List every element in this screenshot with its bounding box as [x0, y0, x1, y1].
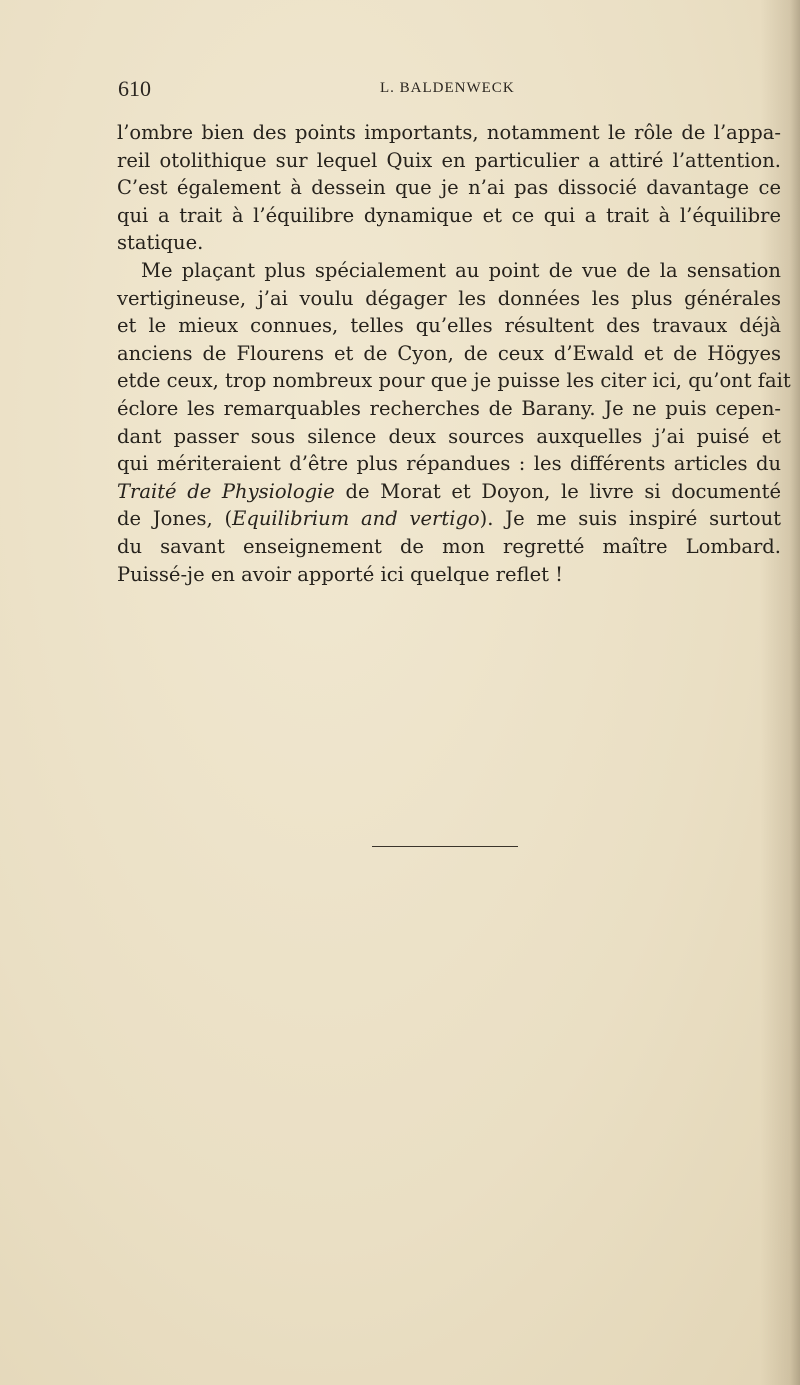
text-fragment: de Jones, (: [117, 507, 233, 531]
book-title: Traité de Physiologie: [117, 479, 335, 503]
page-header: [118, 76, 780, 102]
section-divider: [372, 846, 518, 847]
text-line: [117, 505, 781, 533]
text-line: [117, 478, 781, 506]
text-line: l’ombre bien des points importants, notamment le rôle de l’appa-: [117, 121, 781, 144]
text-line: qui mériteraient d’être plus répandues : les différents articles du: [117, 452, 781, 476]
text-line: etde ceux, trop nombreux pour que je puisse les citer ici, qu’ont fait: [117, 369, 791, 393]
text-line: Puissé-je en avoir apporté ici quelque reflet !: [117, 562, 563, 586]
text-line: éclore les remarquables recherches de Barany. Je ne puis cepen-: [117, 396, 781, 420]
running-head: L. BALDENWECK: [380, 80, 515, 96]
book-title: Equilibrium and vertigo: [232, 507, 480, 531]
text-line: du savant enseignement de mon regretté maître Lombard.: [117, 534, 781, 558]
text-line: qui a trait à l’équilibre dynamique et ce qui a trait à l’équilibre: [117, 203, 781, 227]
text-line: et le mieux connues, telles qu’elles résultent des travaux déjà: [117, 314, 781, 338]
text-line: C’est également à dessein que je n’ai pas dissocié davantage ce: [117, 176, 781, 200]
text-line: anciens de Flourens et de Cyon, de ceux d’Ewald et de Högyes: [117, 341, 781, 365]
paragraph-start-line: Me plaçant plus spécialement au point de vue de la sensation: [141, 258, 781, 282]
text-line: vertigineuse, j’ai voulu dégager les données les plus générales: [117, 286, 781, 310]
text-line: dant passer sous silence deux sources auxquelles j’ai puisé et: [117, 424, 781, 448]
body-text: [117, 119, 791, 588]
text-line: reil otolithique sur lequel Quix en particulier a attiré l’attention.: [117, 148, 781, 172]
text-line: statique.: [117, 231, 204, 255]
text-fragment: ). Je me suis inspiré surtout: [479, 507, 781, 531]
text-fragment: de Morat et Doyon, le livre si documenté: [334, 479, 781, 503]
page-number: 610: [118, 76, 151, 101]
